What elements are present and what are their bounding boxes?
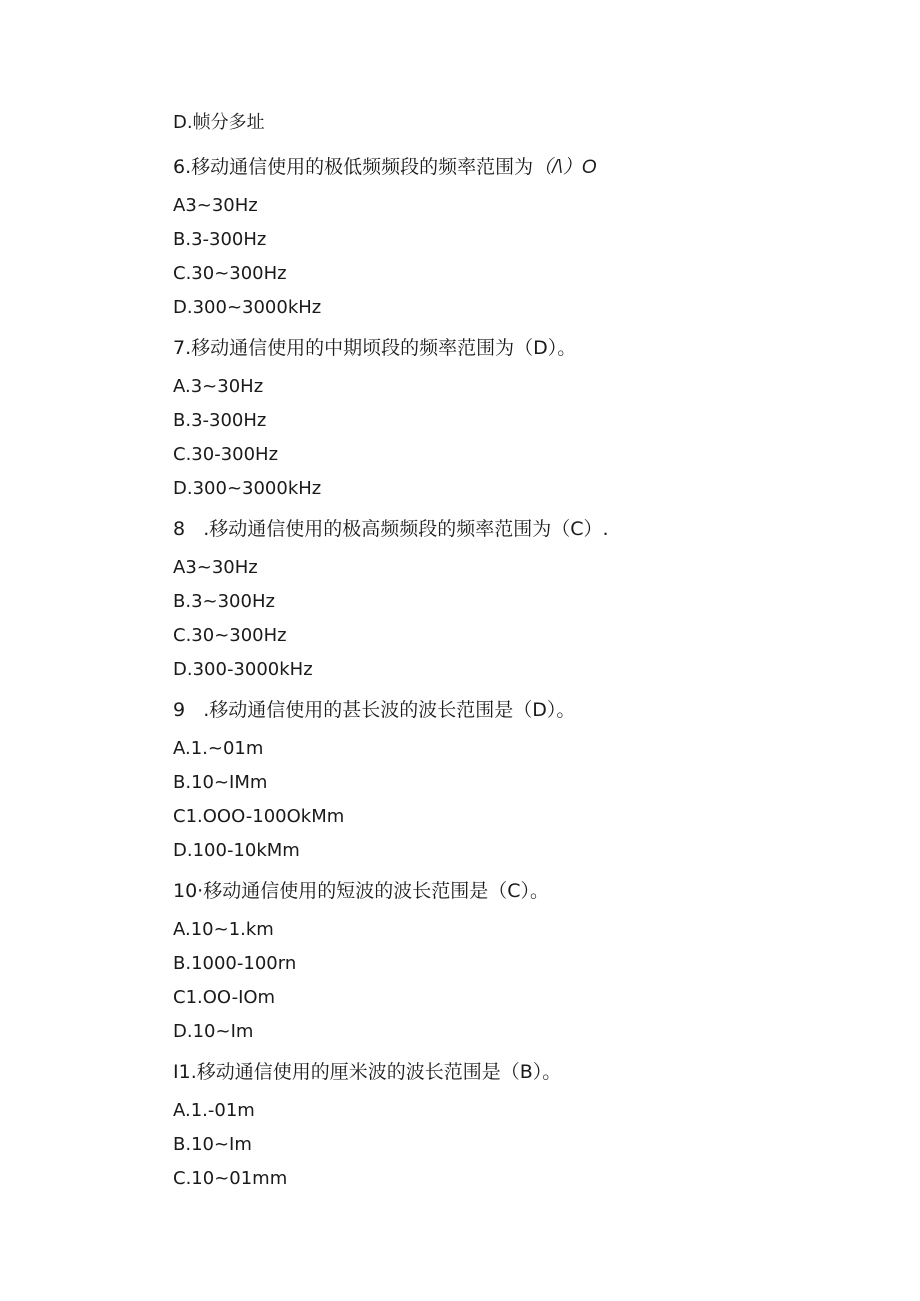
option-line: C.30~300Hz	[173, 625, 287, 646]
question-10: 10·移动通信使用的短波的波长范围是（C）。	[173, 880, 549, 902]
option-line: A.1.-01m	[173, 1100, 255, 1121]
option-line: D.300~3000kHz	[173, 297, 322, 318]
option-line: B.1000-100rn	[173, 953, 297, 974]
option-line: C.10~01mm	[173, 1168, 288, 1189]
option-line: D.10~Im	[173, 1021, 254, 1042]
option-line: C.30-300Hz	[173, 444, 279, 465]
answer-mark: （/\）O	[533, 157, 597, 178]
option-line: B.3-300Hz	[173, 410, 267, 431]
option-line: A.10~1.km	[173, 919, 274, 940]
option-line: B.3-300Hz	[173, 229, 267, 250]
option-line: A.1.~01m	[173, 738, 264, 759]
option-line: C1.OO-IOm	[173, 987, 276, 1008]
option-line: D.帧分多址	[173, 112, 265, 133]
option-line: A3~30Hz	[173, 557, 258, 578]
option-line: D.300-3000kHz	[173, 659, 313, 680]
option-line: C1.OOO-100OkMm	[173, 806, 345, 827]
question-11: I1.移动通信使用的厘米波的波长范围是（B）。	[173, 1061, 562, 1083]
question-7: 7.移动通信使用的中期顷段的频率范围为（D）。	[173, 337, 577, 359]
question-6	[173, 155, 596, 180]
option-line: C.30~300Hz	[173, 263, 287, 284]
question-9: 9 .移动通信使用的甚长波的波长范围是（D）。	[173, 699, 576, 721]
option-line: B.10~Im	[173, 1134, 252, 1155]
option-line: A.3~30Hz	[173, 376, 264, 397]
option-line: A3~30Hz	[173, 195, 258, 216]
question-8: 8 .移动通信使用的极高频频段的频率范围为（C）.	[173, 518, 609, 540]
option-line: D.300~3000kHz	[173, 478, 322, 499]
option-line: D.100-10kMm	[173, 840, 300, 861]
option-line: B.3~300Hz	[173, 591, 275, 612]
option-line: B.10~IMm	[173, 772, 268, 793]
question-text: 6.移动通信使用的极低频频段的频率范围为	[173, 156, 534, 178]
